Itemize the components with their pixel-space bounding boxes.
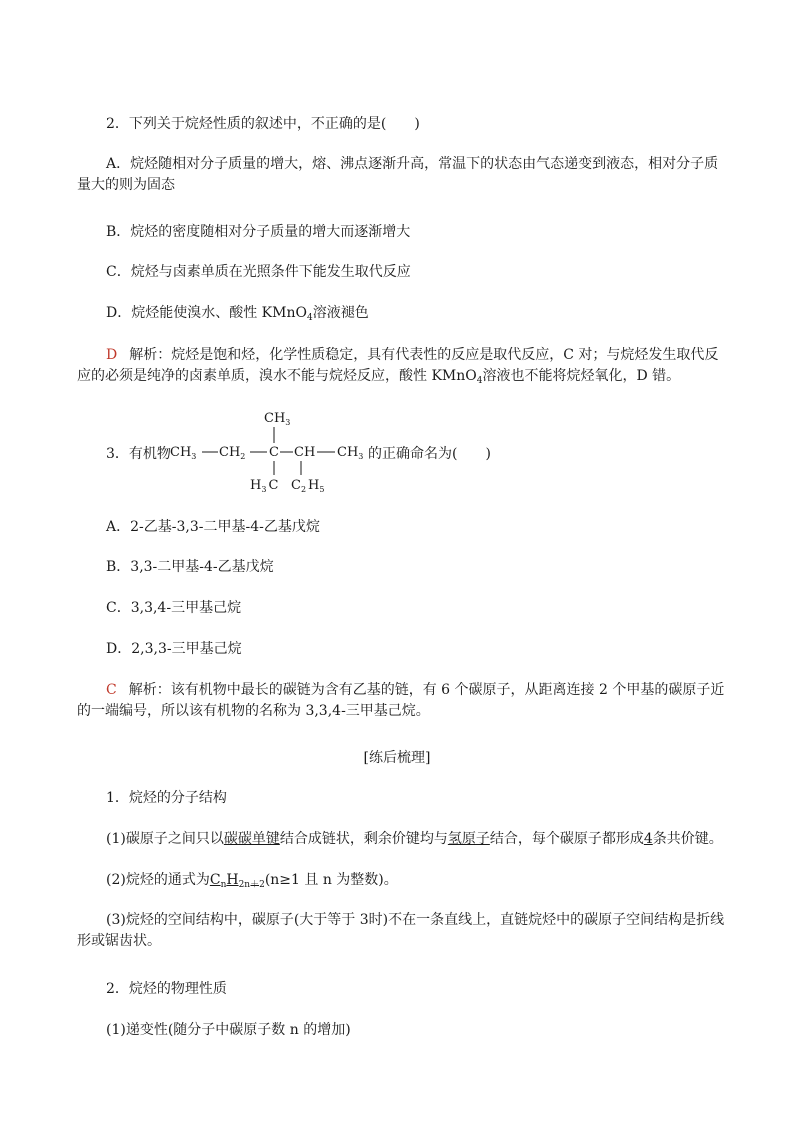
s1-p1-blank-1: 碳碳单键 [223,831,280,847]
struct-chain-end: $CH_3$ [337,445,364,461]
struct-bottom-h3c: $H_3$ C [250,478,279,494]
q2-option-d-post: 溶液褪色 [312,305,369,321]
q3-answer: C [106,682,117,698]
general-formula [210,872,265,888]
q3-stem-post: 的正确命名为( ) [368,446,491,462]
s1-p1-a: (1)碳原子之间只以 [106,831,224,847]
formula-n: n [220,880,227,890]
struct-chain-ch2: $CH_2$ [219,445,246,461]
formula-2n2: 2n＋2 [238,880,265,890]
summary-s2-p1: (1)递变性(随分子中碳原子数 n 的增加) [106,1022,351,1038]
summary-s1-p1 [106,829,727,849]
formula-h: H [226,872,239,888]
s1-p1-c: 结合，每个碳原子都形成 [489,831,644,847]
structural-formula [170,405,364,495]
q2-explanation-1: 解析：烷烃是饱和烃，化学性质稳定，具有代表性的反应是取代反应，C 对；与烷烃发生取代反应的必须是纯净的卤素单质，溴水不能与烷烃反应，酸性 KMnO [77,347,719,384]
q3-option-c: C．3,3,4-三甲基己烷 [106,600,242,616]
q3-explanation [77,680,727,722]
q3-stem-pre: 3．有机物 [106,446,171,462]
q2-option-a [77,154,727,196]
q2-stem: 2．下列关于烷烃性质的叙述中，不正确的是( ) [106,116,420,132]
struct-ch: CH [294,445,316,460]
s1-p2-a: (2)烷烃的通式为 [106,872,210,888]
summary-s2-title: 2．烷烃的物理性质 [106,981,227,997]
q2-option-d-sub: 4 [306,313,313,323]
summary-s1-title: 1．烷烃的分子结构 [106,790,227,806]
struct-center-c: C [269,445,279,460]
q3-option-b: B．3,3-二甲基-4-乙基戊烷 [106,559,274,575]
q2-explanation-sub: 4 [476,376,483,386]
formula-c: C [209,872,221,888]
q2-option-b: B．烷烃的密度随相对分子质量的增大而逐渐增大 [106,224,411,240]
q3-explanation-text: 解析：该有机物中最长的碳链为含有乙基的链，有 6 个碳原子，从距离连接 2 个甲基的碳原子近的一端编号，所以该有机物的名称为 3,3,4-三甲基己烷。 [77,682,725,719]
q2-explanation-2: 溶液也不能将烷烃氧化，D 错。 [482,368,681,384]
q2-option-a-text: A．烷烃随相对分子质量的增大，熔、沸点逐渐升高，常温下的状态由气态递变到液态，相对分子质量大的则为固态 [77,156,719,193]
structural-formula-svg [170,405,364,495]
q2-option-c: C．烷烃与卤素单质在光照条件下能发生取代反应 [106,264,411,280]
struct-top-ch: $CH_3$ [264,411,291,427]
s1-p1-d: 条共价键。 [652,831,723,847]
s1-p2-b: (n≥1 且 n 为整数)。 [264,872,398,888]
q2-option-d [106,303,727,328]
q2-answer: D [106,347,118,363]
q2-option-d-pre: D．烷烃能使溴水、酸性 KMnO [106,305,307,321]
summary-s1-p3: (3)烷烃的空间结构中，碳原子(大于等于 3时)不在一条直线上，直链烷烃中的碳原子空间结构是折线形或锯齿状。 [77,912,725,949]
s1-p1-blank-2: 氢原子 [447,831,490,847]
q3-option-a: A．2-乙基-3,3-二甲基-4-乙基戊烷 [106,519,320,535]
summary-heading: [练后梳理] [363,750,431,766]
summary-s1-p2 [106,870,727,895]
struct-bottom-c2h5: $C_2$ $H_5$ [291,478,325,494]
q2-explanation [77,345,727,392]
struct-chain-ch3: $CH_3$ [170,445,197,461]
q3-option-d: D．2,3,3-三甲基己烷 [106,641,242,657]
s1-p1-b: 结合成链状，剩余价键均与 [279,831,448,847]
s1-p1-blank-3: 4 [643,831,653,847]
